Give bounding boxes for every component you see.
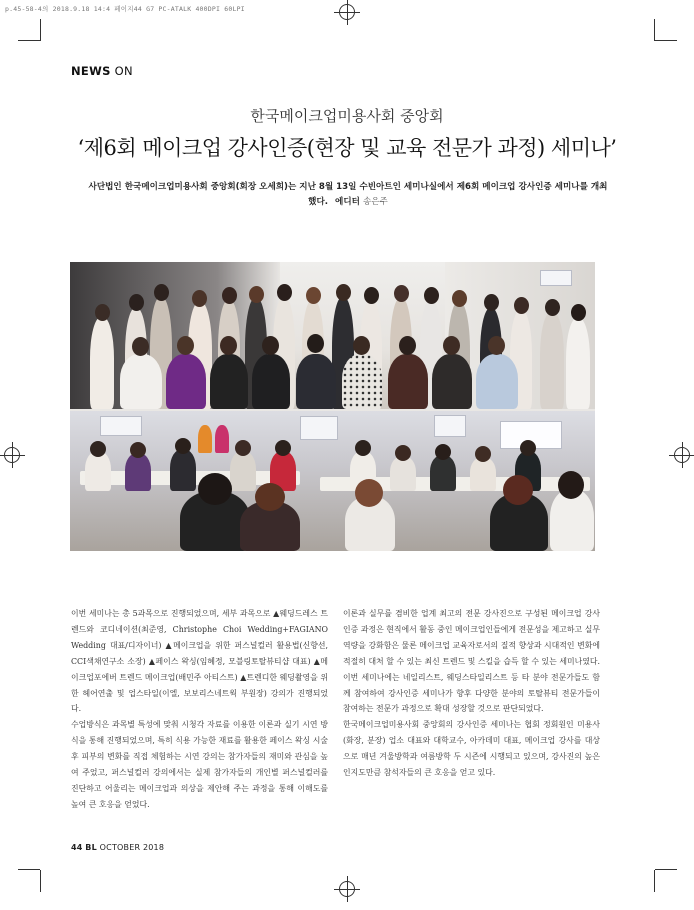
article-title: ‘제6회 메이크업 강사인증(현장 및 교육 전문가 과정) 세미나’ bbox=[77, 136, 617, 160]
section-label bbox=[71, 64, 133, 78]
registration-mark bbox=[339, 881, 355, 897]
section-label-light: ON bbox=[114, 64, 133, 78]
crop-mark bbox=[40, 19, 41, 41]
crop-mark bbox=[655, 869, 677, 870]
article-lead bbox=[88, 180, 608, 210]
crop-mark bbox=[40, 870, 41, 892]
crop-mark bbox=[655, 40, 677, 41]
editor-label: 에디터 bbox=[335, 197, 360, 207]
classroom-photo bbox=[70, 411, 595, 551]
page-folio bbox=[71, 843, 164, 852]
organization-name: 한국메이크업미용사회 중앙회 bbox=[250, 107, 444, 125]
registration-mark bbox=[674, 447, 690, 463]
crop-mark bbox=[18, 869, 40, 870]
registration-mark bbox=[339, 4, 355, 20]
body-column-left bbox=[71, 606, 328, 813]
section-label-bold: NEWS bbox=[71, 64, 111, 78]
body-paragraph: 이론과 실무를 겸비한 업계 최고의 전문 강사진으로 구성된 메이크업 강사인증 과정은 현직에서 활동 중인 메이크업인들에게 전문성을 제고하고 실무역량을 강화함은 물론 메이크업 교육자로서의 질적 향상과 시대적인 변화에 적절히 대처 할 수 있는 최신 트렌드 및 스킬을 습득 할 수 있는 세미나였다. 이번 세미나에는 네일리스트, 웨딩스타일리스트 등 타 분야 전문가들도 함께 참여하여 강사인증 세미나가 향후 다양한 분야의 토탈뷰티 전문가들이 참여하는 전문가 과정으로 확대 성장할 것으로 판단되었다. bbox=[343, 609, 600, 714]
body-paragraph: 수업방식은 과목별 특성에 맞춰 시청각 자료를 이용한 이론과 실기 시연 방식을 통해 진행되었으며, 특히 식용 가능한 재료를 활용한 페이스 왁싱 시술 후 피부의 변화를 직접 체험하는 시연 강의는 참가자들의 재미와 관심을 높여 주었고, 퍼스널컬러 강의에서는 실제 참가자들의 개인별 퍼스널컬러를 진단하고 어울리는 메이크업과 의상을 제안해 주는 과정을 통해 이해도를 높여 큰 호응을 얻었다. bbox=[71, 720, 328, 809]
crop-mark bbox=[654, 19, 655, 41]
body-paragraph: 이번 세미나는 총 5과목으로 진행되었으며, 세부 과목으로 ▲웨딩드레스 트렌드와 코디네이션(최준영, Christophe Choi Wedding+FAGIANO Wedding 대표/디자이너) ▲메이크업을 위한 퍼스널컬러 활용법(신향선, CCI색채연구소 소장) ▲페이스 왁싱(임혜정, 모블링토탈뷰티샵 대표) ▲메이크업포에버 트렌드 메이크업(배민주 아티스트) ▲트렌디한 웨딩촬영을 위한 헤어연출 및 업스타일(이엘, 보보리스네트웍 부원장) 강의가 진행되었다. bbox=[71, 609, 328, 714]
crop-mark bbox=[654, 870, 655, 892]
lead-text: 사단법인 한국메이크업미용사회 중앙회(회장 오세희)는 지난 8월 13일 수빈아트인 세미나실에서 제6회 메이크업 강사인증 세미나를 개최했다. bbox=[88, 182, 608, 207]
body-paragraph: 한국메이크업미용사회 중앙회의 강사인증 세미나는 협회 정회원인 미용사(화장, 분장) 업소 대표와 대학교수, 아카데미 대표, 메이크업 강사를 대상으로 매년 겨울방학과 여름방학 두 시즌에 시행되고 있으며, 강사진의 높은 인지도만큼 참석자들의 큰 호응을 얻고 있다. bbox=[343, 720, 600, 778]
editor-name: 송은주 bbox=[362, 197, 388, 207]
registration-mark bbox=[4, 447, 20, 463]
article-photo bbox=[70, 262, 595, 551]
print-slug: p.45-58-4의 2018.9.18 14:4 페이지44 G7 PC-ATALK 400DPI 60LPI bbox=[5, 5, 245, 13]
group-photo bbox=[70, 262, 595, 409]
crop-mark bbox=[18, 40, 40, 41]
magazine-name: BL bbox=[85, 843, 97, 852]
issue-date: OCTOBER 2018 bbox=[99, 843, 165, 852]
body-column-right bbox=[343, 606, 600, 781]
page-number: 44 bbox=[71, 843, 83, 852]
